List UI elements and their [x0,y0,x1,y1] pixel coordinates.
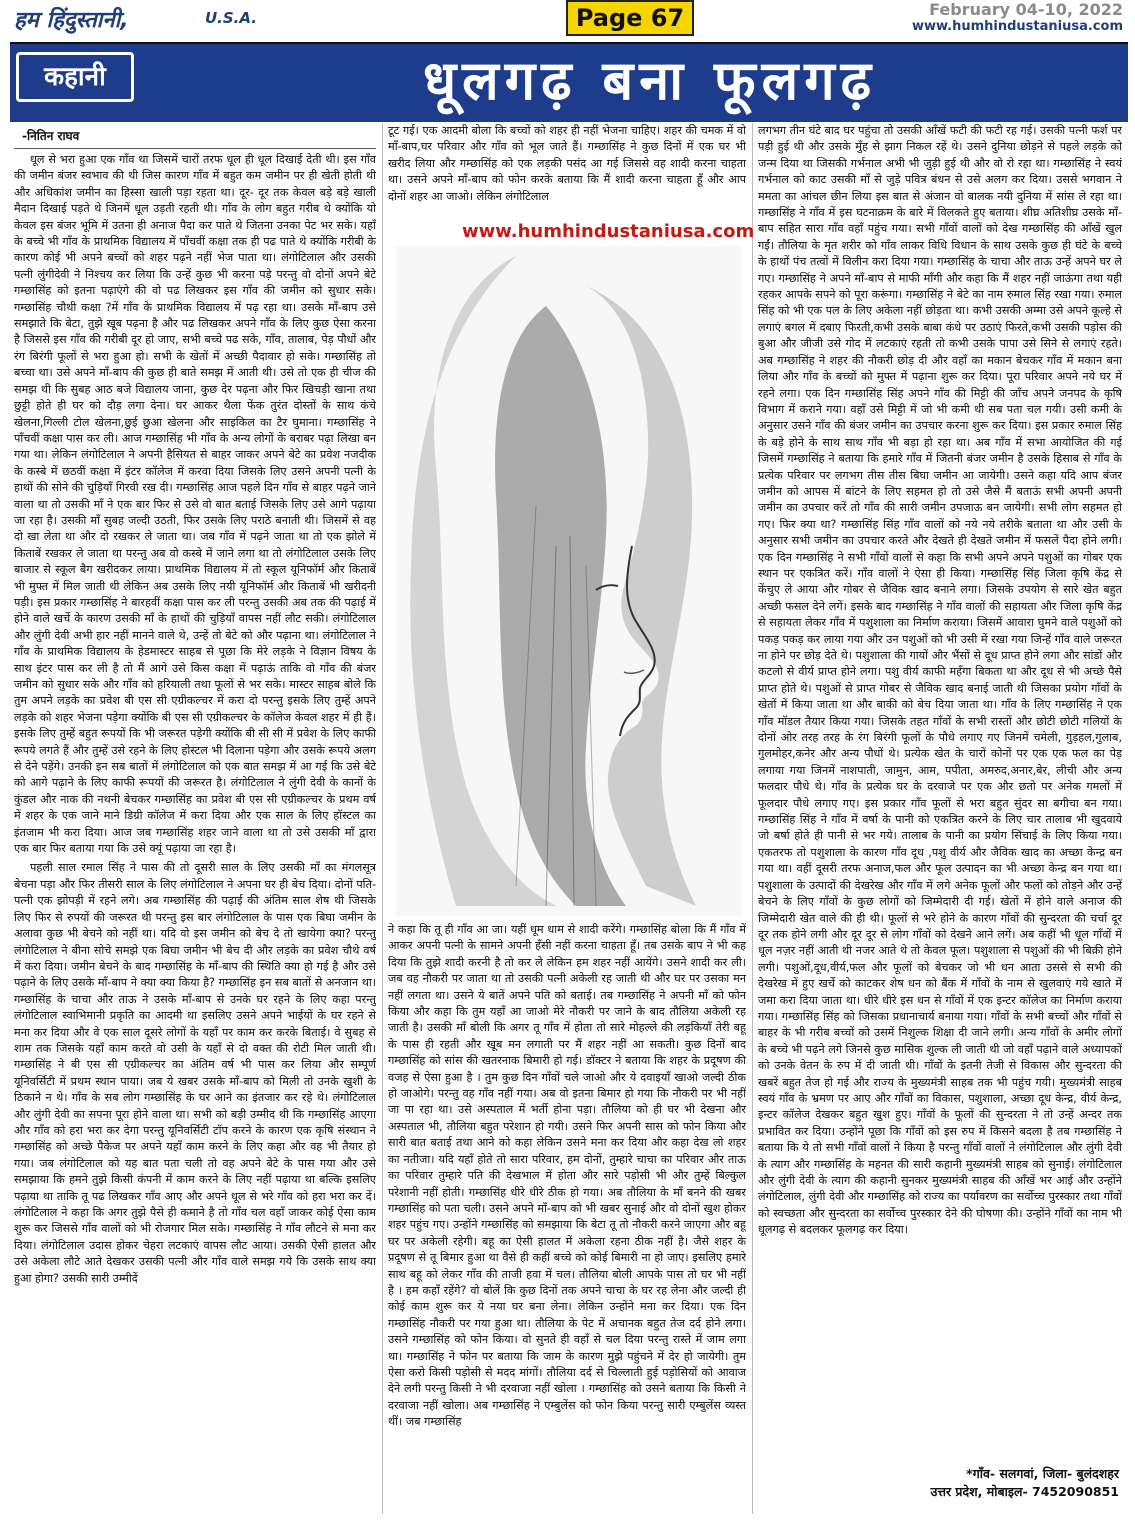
page-header [0,0,1135,40]
paragraph: पहली साल रमाल सिंह ने पास की तो दूसरी साल के लिए उसकी माँ का मंगलसूत्र बेचना पड़ा और फिर तीसरी साल के लिए लंगोटिलाल ने अपना घर ही बेच दिया। दोनों पति-पत्नी एक झोपड़ी में रहने लगे। अब गम्छासिंह की पढ़ाई की अंतिम साल शेष थी जिसके लिए फिर से रुपयों की जरूरत थी परन्तु इस बार लंगोटिलाल के पास एक बिघा जमीन के अलावा कुछ भी बेचने को नहीं था। यदि वो इस जमीन को बेच दे तो खायेगा क्या? परन्तु लंगोटिलाल ने बीना सोचे समझे एक बिघा जमीन भी बेच दी और लड़के का प्रवेश चौथे वर्ष में करा दिया। जमीन बेचने के बाद गम्छासिंह के माँ-बाप की स्थिति क्या हो गई है और उसे पढ़ाने के लिए उसके माँ-बाप ने क्या क्या किया है? गम्छासिंह इन सब बातों से अनजान था। गम्छासिंह के चाचा और ताऊ ने उसके माँ-बाप से उनके घर रहने के लिए कहा परन्तु लंगोटिलाल स्वाभिमानी प्रकृति का आदमी था इसलिए उसने अपने भाईयों के घर रहने से मना कर दिया और वे एक साल दूसरे लोगों के यहाँ पर काम कर करके बिताई। वे सुबह से शाम तक जिसके यहाँ काम करते वो उसी के यहाँ से दो वक्त की रोटी मिल जाती थी। गम्छासिंह ने बी एस सी एग्रीकल्चर का अंतिम वर्ष भी पास कर लिया और सम्पूर्ण यूनिवर्सिटी में प्रथम स्थान पाया। जब ये खबर उसके माँ-बाप को मिली तो उनके खुशी के ठिकाने न थे। गाँव के सब लोग गम्छासिंह के घर आने का इंतजार कर रहे थे। लंगोटिलाल और लुंगी देवी का सपना पूरा होने वाला था। सभी को बड़ी उम्मीद थी कि गम्छासिंह आएगा और गाँव को हरा भरा कर देगा परन्तु यूनिवर्सिटी टॉप करने के कारण एक कृषि संस्थान ने गम्छासिंह को अच्छे पैकेज पर अपने यहाँ काम करने के लिए कहा और वह भी तैयार हो गया। जब लंगोटिलाल को यह बात पता चली तो वह अपने बेटे के पास गया और उसे समझाया कि हमने तुझे किसी कंपनी में काम करने के लिए नहीं पढ़ाया था बल्कि इसलिए पढ़ाया था ताकि तू पढ लिखकर गाँव आए और अपने धूल से भरे गाँव को हरा भरा कर दें। लंगोटिलाल ने कहा कि अगर तुझे पैसे ही कमाने है तो गाँव चल वहाँ जाकर कोई ऐसा काम शुरू कर जिससे गाँव वालों को भी रोजगार मिल सके। गम्छासिंह ने गाँव लौटने से मना कर दिया। लंगोटिलाल उदास होकर चेहरा लटकाएं वापस लौट आया। उसकी ऐसी हालत और उसे अकेला लौटे आते देखकर उसकी पत्नी और गाँव वाले समझ गये कि उसके साथ क्या हुआ होगा? उसकी सारी उम्मीदें [14,861,376,1285]
issue-info [912,0,1123,34]
masthead-suffix: U.S.A. [205,9,257,27]
sketch-woman-icon [396,246,741,916]
paragraph: धूल से भरा हुआ एक गाँव था जिसमें चारों तरफ धूल ही धूल दिखाई देती थी। इस गाँव की जमीन बंजर स्वभाव की थी जिस कारण गाँव में बहुत कम जमीन पर ही खेती होती थी और अधिकांश जमीन का हिस्सा खाली पड़ा रहता था। दूर- दूर तक केवल बड़े बड़े खाली मैदान दिखाई पड़ते थे जिनमें धूल उड़ती रहती थी। गाँव के लोग बहुत गरीब थे क्योंकि यो केवल इस बंजर भूमि में उतना ही अनाज पैदा कर पाते थे जितना उनका पेट भर सके। यहाँ के बच्चे भी गाँव के प्राथमिक विद्यालय में पाँचवीं कक्षा तक ही पढ पाते थे क्योंकि गरीबी के कारण कोई भी अपने बच्चों को शहर पढ़ने नहीं भेज पाता था। लंगोटिलाल और उसकी पत्नी लुंगीदेवी ने निश्चय कर लिया कि उन्हें कुछ भी करना पड़े परन्तु वो दोनों अपने बेटे गम्छासिंह को इतना पढ़ाएंगे की वो पढ लिखकर इस गाँव की जमीन को सुधार सके। गम्छासिंह चौथी कक्षा ?में गाँव के प्राथमिक विद्यालय में पढ़ रहा था। उसके माँ-बाप उसे समझाते कि बेटा, तुझे खूब पढ़ना है और पढ लिखकर अपने गाँव के लिए कुछ ऐसा करना है जिससे इस गाँव की गरीबी दूर हो जाए, सभी बच्चे पढ सके, गाँव, तालाब, पेड़ पौधों और रंग बिरंगी फूलों से भरा हुआ हो। सभी के खेतों में अच्छी पैदावार हो सके। गम्छासिंह तो बच्चा था। उसे अपने माँ-बाप की कुछ ही बाते समझ में आती थी। उसे तो एक ही चीज की समझ थी कि सुबह आठ बजे विद्यालय जाना, कुछ देर पढ़ना और फिर खिचड़ी खाना तथा छुट्टी होते ही घर को दौड़ लगा देना। घर आकर थैला फेंक तुरंत दोस्तों के साथ कंचे खेलना,गिल्ली टोल खेलना,छुई छुआ खेलना और साइकिल का टैर घुमाना। गम्छासिंह ने पाँचवीं कक्षा पास कर ली। आज गम्छासिंह भी गाँव के अन्य लोगों के बराबर पढ़ा लिखा बन गया था। लेकिन लंगोटिलाल ने अपनी हैसियत से बाहर जाकर अपने बेटे का प्रवेश नजदीक के कस्बे में छठवीं कक्षा में इंटर कॉलेज में करवा दिया जिसके लिए उसने अपनी पत्नी के हाथों की सोने की चुड़ियाँ गिरवी रख दी। गम्छासिंह आज पहले दिन गाँव से बाहर पढ़ने जाने वाला था तो उसकी माँ ने एक बार फिर से उसे वो बात बताई जिसके लिए उसे आगे पढ़ाया जा रहा है। उसकी माँ सुबह जल्दी उठती, फिर उसके लिए पराठे बनाती थी। जिसमें से वह दो खा लेता था और दो रखकर ले जाता था। जब गाँव में पढ़ने जाता था तो एक झोले में किताबें रखकर ले जाता था परन्तु अब वो कस्बे में जाने लगा था तो लंगोटिलाल उसके लिए बाजार से स्कूल बैग खरीदकर लाया। प्राथमिक विद्यालय में तो स्कूल यूनिफॉर्म और किताबें भी मुफ्त में मिल जाती थी लेकिन अब उसके लिए नयी यूनिफॉर्म और किताबें भी खरीदनी पड़ी। इस प्रकार गम्छासिंह ने बारहवीं कक्षा पास कर ली परन्तु उसकी अब तक की पढ़ाई में होने वाले खर्चे के कारण उसकी माँ के हाथों की चुड़ियाँ वापस नहीं लौट सकी। लंगोटिलाल और लुंगी देवी अभी हार नहीं मानने वाले थे, उन्हें तो बेटे को और पढ़ाना था। लंगोटिलाल ने गाँव के प्राथमिक विद्यालय के हेडमास्टर साहब से पूछा कि मेरे लड़के ने विज्ञान विषय के साथ इंटर पास कर ली है तो मैं आगे उसे किस कक्षा में पढ़ाऊं ताकि वो गाँव की बंजर जमीन को सुधार सके और गाँव को हरियाली तथा फूलों से भर सके। मास्टर साहब बोले कि तुम अपने लड़के का प्रवेश बी एस सी एग्रीकल्चर में करा दो परन्तु इसके लिए तुम्हें अपने लड़के को शहर भेजना पड़ेगा क्योंकि बी एस सी एग्रीकल्चर के कॉलेज केवल शहर में ही हैं। इसके लिए तुम्हें बहुत रूपयों कि भी जरूरत पड़ेगी क्योंकि बी सी सी में प्रवेश के लिए काफी रूपये लगते हैं और तुम्हें उसे रहने के लिए होस्टल भी दिलाना पड़ेगा और उसके रूपये अलग से देने पड़ेंगे। उनकी इन सब बातों में लंगोटिलाल को एक बात समझ में आ गई कि उसे बेटे को आगे पढ़ाने के लिए काफी रूपयों की जरूरत है। लंगोटिलाल ने लुंगी देवी के कानों के कुंडल और नाक की नथनी बेचकर गम्छासिंह का प्रवेश बी एस सी एग्रीकल्चर के प्रथम वर्ष में शहर के एक जाने माने डिग्री कॉलेज में करा दिया और एक साल के लिए हॉस्टल का इंतजाम भी करा दिया। आज जब गम्छासिंह शहर जाने वाला था तो उसे उसकी माँ द्वारा एक बार फिर बताया गया कि उसे क्यूं पढ़ाया जा रहा है। [14,153,376,856]
column-divider [752,123,753,1514]
issue-date: February 04-10, 2022 [929,0,1123,19]
masthead [10,0,430,36]
author-contact: उत्तर प्रदेश, मोबाइल- 7452090851 [930,1484,1119,1499]
article-column-3 [758,123,1122,1466]
article-title: धूलगढ़ बना फूलगढ़ [422,49,878,112]
website-link[interactable]: www.humhindustaniusa.com [911,19,1123,34]
woman-sketch-illustration [396,246,741,916]
author-signature [759,1465,1119,1501]
paragraph: लगभग तीन घंटे बाद घर पहुंचा तो उसकी आँखें फटी की फटी रह गई। उसकी पत्नी फर्श पर पड़ी हुई थी और उसके मुँह से झाग निकल रहें थे। उसने दुनिया छोड़ने से पहले लड़के को जन्म दिया था जिसकी गर्भनाल अभी भी जुड़ी हुई थी और वो रो रहा था। गम्छासिंह ने स्वयं गर्भनाल को काट उसकी माँ से जुड़े पवित्र बंधन से उसे अलग कर दिया। उससे भगवान ने ममता का आंचल छीन लिया इस बात से अंजान वो बालक नयी दुनिया में सांस ले रहा था। गम्छासिंह ने गाँव में इस घटनाक्रम के बारे में विलकते हुए बताया। शीघ्र अतिशीघ्र उसके माँ-बाप सहित सारा गाँव वहाँ पहुंच गया। सभी गाँवों वालों को देख गम्छासिंह की आँखें खुल गईं। तौलिया के मृत शरीर को गाँव लाकर विधि विधान के साथ उसके कुछ ही घंटे के बच्चे के हाथों पंच तत्वों में विलीन करा दिया गया। गम्छासिंह के चाचा और ताऊ उन्हें अपने घर ले गए। गम्छासिंह ने अपने माँ-बाप से माफी माँगी और कहा कि मैं शहर नहीं जाऊंगा तथा यही रहकर आपके सपने को पूरा करूंगा। गम्छासिंह ने बेटे का नाम रुमाल सिंह रखा गया। रुमाल सिंह को भी एक पल के लिए अकेला नहीं छोड़ता था। कभी उसकी अम्मा उसे अपने कूल्हे से लगाएं बगल में दबाए फिरती,कभी उसके बाबा कंधे पर उठाएं फिरते,कभी उसकी पड़ोस की बुआ और जीजी उसे गोद में लटकाएं रहती तो कभी उसके पापा उसे सिने से लगाएं रहते। अब गम्छासिंह ने शहर की नौकरी छोड़ दी और वहाँ का मकान बेचकर गाँव में मकान बना लिया और गाँव के बच्चों को मुफ्त में पढ़ाना शुरू कर दिया। पूरा परिवार अपने नये घर में रहने लगा। एक दिन गम्छासिंह सिंह अपने गाँव की मिट्टी की जाँच अपने जनपद के कृषि विभाग में कराने गया। वहाँ उसे मिट्टी में जो भी कमी थी सब पता चल गयी। उसी कमी के अनुसार उसने गाँव की बंजर जमीन का उपचार करना शुरू कर दिया। इस प्रकार रुमाल सिंह के बड़े होने के साथ साथ गाँव भी बड़ा हो रहा था। अब गाँव में सभा आयोजित की गई जिसमें गम्छासिंह ने बताया कि हमारे गाँव में जितनी बंजर जमीन है उसके हिसाब से गाँव के प्रत्येक परिवार पर लगभग तीस तीस बिघा जमीन आ जायेगी। उसने कहा यदि आप बंजर जमीन को आपस में बांटने के लिए सहमत हो तो उसे जैसे मैं बताऊं सभी अपनी अपनी जमीन का उपचार करें तो गाँव की सारी जमीन उपजाऊ बन जायेगी। सभी लोग सहमत हो गए। फिर क्या था? गम्छासिंह सिंह गाँव वालों को नये नये तरीके बताता था और उसी के अनुसार सभी जमीन का उपचार करते और देखते ही देखते जमीन में फसलें पैदा होने लगी। एक दिन गम्छासिंह ने सभी गाँवों वालों से कहा कि सभी अपने अपने पशुओं का गोबर एक स्थान पर एकत्रित करें। गाँव वालों ने ऐसा ही किया। गम्छासिंह सिंह जिला कृषि केंद्र से केंचुए ले आया और गोबर से जैविक खाद बनाने लगा। जिसके उपयोग से सारे खेत बहुत अच्छी फसल देने लगें। इसके बाद गम्छासिंह ने गाँव वालों की सहायता और जिला कृषि केंद्र से सहायता लेकर गाँव में पशुशाला का निर्माण कराया। जिसमें आवारा घुमने वाले पशुओं को पकड़ पकड़ कर लाया गया और उन पशुओं को भी उसी में रखा गया जिन्हें गाँव वाले जरूरत ना होने पर छोड़ देते थे। पशुशाला की गायों और भैंसों से दूध प्राप्त होने लगा और सांडों और कटलो से वीर्य प्राप्त होने लगा। पशु वीर्य काफी महँगा बिकता था और दूध से भी अच्छे पैसे प्राप्त होते थे। पशुओं से प्राप्त गोबर से जैविक खाद बनाई जाती थी जिसका प्रयोग गाँवों के खेतों में किया जाता था और बाकी को बेच दिया जाता था। गाँव के लिए गम्छासिंह ने एक गाँव मॉडल तैयार किया गया। जिसके तहत गाँवों के सभी रास्तों और छोटी छोटी गलियों के दोनों ओर तरह तरह के रंग बिरंगी फूलों के पौधे लगाए गए जिनमें चमेली, गुड़हल,गुलाब, गुलमोहर,कनेर और अन्य पौधों थे। प्रत्येक खेत के चारों कोनों पर एक एक फल का पेड़ लगाया गया जिनमें नाशपाती, जामुन, आम, पपीता, अमरुद,अनार,बेर, लीची और अन्य फलदार पौधे थे। गाँव के प्रत्येक घर के दरवाजे पर एक और छतो पर अनेक गमलों में फूलदार पौधे लगाए गए। इस प्रकार गाँव फूलों से भरा बहुत सुंदर सा बगीचा बन गया। गम्छासिंह सिंह ने गाँव में वर्षा के पानी को एकत्रित करने के लिए चार तालाब भी खुदवाये जो बर्षा होते ही पानी से भर गये। तालाब के पानी का प्रयोग सिंचाई के लिए किया गया। एकतरफ तो पशुशाला के कारण गाँव दूध ,पशु वीर्य और जैविक खाद का अच्छा केन्द्र बन गया था। वहीं दूसरी तरफ अनाज,फल और फूल उत्पादन का भी अच्छा केन्द्र बन गया था। पशुशाला के उत्पादों की देखरेख और गाँव में लगे अनेक फूलों और फलों को तोड़ने और उन्हें बेचने के लिए गाँवों के कुछ लोगों को जिम्मेदारी दी गई। खेतों में होने वाले अनाज की जिम्मेदारी खेत वाले की ही थी। फूलों से भरे होने के कारण गाँवों की सुन्दरता की चर्चा दूर दूर तक होने लगी और दूर दूर से लोग गाँवों को देखने आने लगें। अब कहीं भी धूल गाँवों में धूल नज़र नहीं आती थी नजर आते थे तो केवल फूल। पशुशाला से पशुओं की भी बिक्री होने लगी। पशुओं,दूध,वीर्य,फल और फूलों को बेचकर जो भी धन आता उससे से सभी की देखरेख में हुए खर्चे को काटकर शेष धन को बैंक में गाँवों के नाम से खुलवाएं गये खाते में जमा करा दिया जाता था। धीरे धीरे इस धन से गाँवों में एक इन्टर कॉलेज का निर्माण कराया गया। गम्छासिंह सिंह को जिसका प्रधानाचार्य बनाया गया। गाँवों के सभी बच्चों और गाँवों से बाहर के भी गरीब बच्चों को उसमें निशुल्क शिक्षा दी जाने लगी। अन्य गाँवों के अमीर लोगों के बच्चे भी पढ़ने लगे जिनसे कुछ मासिक शुल्क ली जाती थी जो वहाँ पढ़ाने वाले अध्यापकों को उनके वेतन के रुप में दी जाती थी। गाँवों के इतनी तेजी से विकास और सुन्दरता की खबरें बहुत तेज हो गई और राज्य के मुख्यमंत्री साहब तक भी पहुंच गयी। मुख्यमंत्री साहब स्वयं गाँव के भ्रमण पर आए और गाँवों का विकास, पशुशाला, अच्छा दूध केन्द्र, वीर्य केन्द्र, इन्टर कॉलेज देखकर बहुत खुश हुए। गाँवों के फूलों की सुन्दरता ने तो उन्हें अन्दर तक प्रभावित कर दिया। उन्होंने पूछा कि गाँवों को इस रुप में किसने बदला है तब गम्छासिंह ने बताया कि ये तो सभी गाँवों वालों ने किया है परन्तु गाँवों वालों ने लंगोटिलाल और लुंगी देवी के त्याग और गम्छासिंह के महनत की सारी कहानी मुख्यमंत्री साहब को सुनाई। लंगोटिलाल और लुंगी देवी के त्याग की कहानी सुनकर मुख्यमंत्री साहब की आँखें भर आई और उन्होंने लंगोटिलाल, लुंगी देवी और गम्छासिंह को राज्य का पर्यावरण का सर्वोच्च पुरस्कार तथा गाँवों को स्वच्छता और सुन्दरता का सर्वोच्च पुरस्कार देने की घोषणा की। उन्होंने गाँवों का नाम भी धूलगढ़ से बदलकर फूलगढ़ कर दिया। [758,124,1122,1237]
page-number: Page 67 [566,0,694,36]
website-watermark[interactable]: www.humhindustaniusa.com [462,221,755,242]
paragraph: टूट गई। एक आदमी बोला कि बच्चों को शहर ही नहीं भेजना चाहिए। शहर की चमक में वो माँ-बाप,घर परिवार और गाँव को भूल जाते हैं। गम्छासिंह ने कुछ दिनों में एक घर भी खरीद लिया और गम्छासिंह को एक लड़की पसंद आ गई जिससे वह शादी करना चाहता था। उसने अपने माँ-बाप को फोन करके बताया कि मैं शादी करना चाहता हूँ और आप दोनों शहर आ जाओ। लेकिन लंगोटिलाल [388,124,746,203]
category-label: कहानी [16,52,134,102]
paragraph: ने कहा कि तू ही गाँव आ जा। यहीं धूम धाम से शादी करेंगे। गम्छासिंह बोला कि मैं गाँव में आकर अपनी पत्नी के सामने अपनी हँसी नहीं करना चाहता हूँ। तब उसके बाप ने भी कह दिया कि तुझे शादी करनी है तो कर ले लेकिन हम शहर नहीं आयेंगे। उसने शादी कर ली। जब वह नौकरी पर जाता था तो उसकी पत्नी अकेली रह जाती थी और घर पर उसका मन नहीं लगता था। उसने ये बातें अपने पति को बताई। तब गम्छासिंह ने अपनी माँ को फोन किया और कहा कि तुम यहाँ आ जाओ मेरे नौकरी पर जाने के बाद तौलिया अकेली रह जाती है। उसकी माँ बोली कि अगर तू गाँव में होता तो सारे मोहल्ले की लड़कियाँ तेरी बहू के पास ही रहती और खूब मन लगाती पर मैं शहर नहीं आ सकती। कुछ दिनों बाद गम्छासिंह को सांस की खतरनाक बिमारी हो गई। डॉक्टर ने बताया कि शहर के प्रदूषण की वजह से ऐसा हुआ है । तुम कुछ दिन गाँवों चले जाओ और ये दवाइयाँ खाओ जल्दी ठीक हो जाओगे। परन्तु वह गाँव नहीं गया। अब वो इतना बिमार हो गया कि नौकरी पर भी नहीं जा पा रहा था। उसे अस्पताल में भर्ती होना पड़ा। तौलिया को ही घर भी देखना और अस्पताल भी, तौलिया बहुत परेशान हो गयी। उसने फिर अपनी सास को फोन किया और सारी बात बताई तथा आने को कहा लेकिन उसने मना कर दिया और कहा देख लो शहर का नतीजा। यदि यहाँ होते तो सारा परिवार, हम दोनों, तुम्हारे चाचा का परिवार और ताऊ का परिवार तुम्हारे पति की देखभाल में होता और सारे पड़ोसी भी और तुम्हें बिल्कुल परेशानी नहीं होती। गम्छासिंह धीरे धीरे ठीक हो गया। अब तौलिया के माँ बनने की खबर गम्छासिंह को पता चली। उसने अपने माँ-बाप को भी खबर सुनाई और वो दोनों खुश होकर शहर पहुंच गए। उन्होंने गम्छासिंह को समझाया कि बेटा तू तो नौकरी करने जाएगा और बहू घर पर अकेली रहेगी। बहू का ऐसी हालत में अकेला रहना ठीक नहीं है। जैसे शहर के प्रदूषण से तू बिमार हुआ था वैसे ही कहीं बच्चे को कोई बिमारी ना हो जाए। इसलिए हमारे साथ बहू को लेकर गाँव की ताजी हवा में चल। तौलिया बोली आपके पास तो घर भी नहीं है । हम कहाँ रहेंगे? वो बोलें कि कुछ दिनों तक अपने चाचा के घर रह लेना और जल्दी ही कोई काम शुरू कर ये नया घर बना लेना। लेकिन उन्होंने मना कर दिया। एक दिन गम्छासिंह नौकरी पर गया हुआ था। तौलिया के पेट में अचानक बहुत तेज दर्द होने लगा। उसने गम्छासिंह को फोन किया। वो सुनते ही वहाँ से चल दिया परन्तु रास्ते में जाम लगा था। गम्छासिंह ने फोन पर बताया कि जाम के कारण मुझे पहुंचने में देर हो जायेगी। तुम ऐसा करो किसी पड़ोसी से मदद मांगों। तौलिया दर्द से चिल्लाती हुई पड़ोसियों को आवाज देने लगी परन्तु किसी ने भी दरवाजा नहीं खोला । गम्छासिंह को उसने बताया कि किसी ने दरवाजा नहीं खोला। अब गम्छासिंह ने एम्बुलेंस को फोन किया परन्तु सारी एम्बुलेंस व्यस्त थीं। जब गम्छासिंह [388,923,746,1429]
article-column-2-bottom [388,922,746,1514]
byline-rule [14,148,376,149]
author-address: *गाँव- सलगवां, जिला- बुलंदशहर [966,1466,1119,1481]
article-column-2-top [388,123,746,219]
article-column-1 [14,152,376,1514]
byline: -नितिन राघव [22,129,80,143]
masthead-title: हम हिंदुस्तानी, [14,8,129,33]
column-divider [382,123,383,1514]
